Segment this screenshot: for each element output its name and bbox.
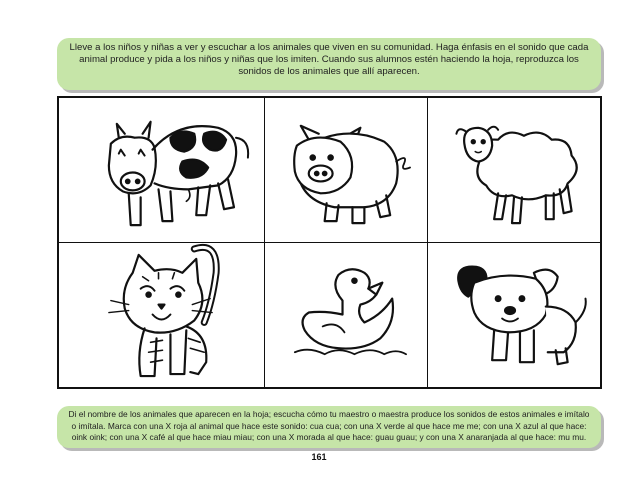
instructions-teacher <box>57 38 601 90</box>
cell-dog[interactable] <box>428 243 600 387</box>
animal-grid <box>57 96 602 389</box>
pig-icon <box>265 98 427 242</box>
cat-icon <box>59 243 264 387</box>
cell-sheep[interactable] <box>428 98 600 243</box>
dog-icon <box>428 243 600 387</box>
duck-icon <box>265 243 427 387</box>
page-number: 161 <box>311 452 327 462</box>
cell-pig[interactable] <box>265 98 428 243</box>
sheep-icon <box>428 98 600 242</box>
cow-icon <box>59 98 264 242</box>
cell-duck[interactable] <box>265 243 428 387</box>
cell-cow[interactable] <box>59 98 265 243</box>
instructions-student <box>57 406 601 448</box>
instructions-teacher-text: Lleve a los niños y niñas a ver y escuchar a los animales que viven en su comunidad. Haga énfasis en el sonido que cada animal produce y pida a los niños y niñas que los imiten. Cuando sus alumnos estén haciendo la hoja, reproduzca los sonidos de los animales que allí aparecen. <box>69 42 589 77</box>
cell-cat[interactable] <box>59 243 265 387</box>
instructions-student-text: Di el nombre de los animales que aparecen en la hoja; escucha cómo tu maestro o maestra produce los sonidos de estos animales e imítalo o imítala. Marca con una X roja al animal que hace este sonido: cua cua; con una X verde al que hace me me; con una X azul al que hace: oink oink; con una X café al que hace miau miau; con una X morada al que hace: guau guau; y con una X anaranjada al que hace: mu mu. <box>68 409 590 442</box>
